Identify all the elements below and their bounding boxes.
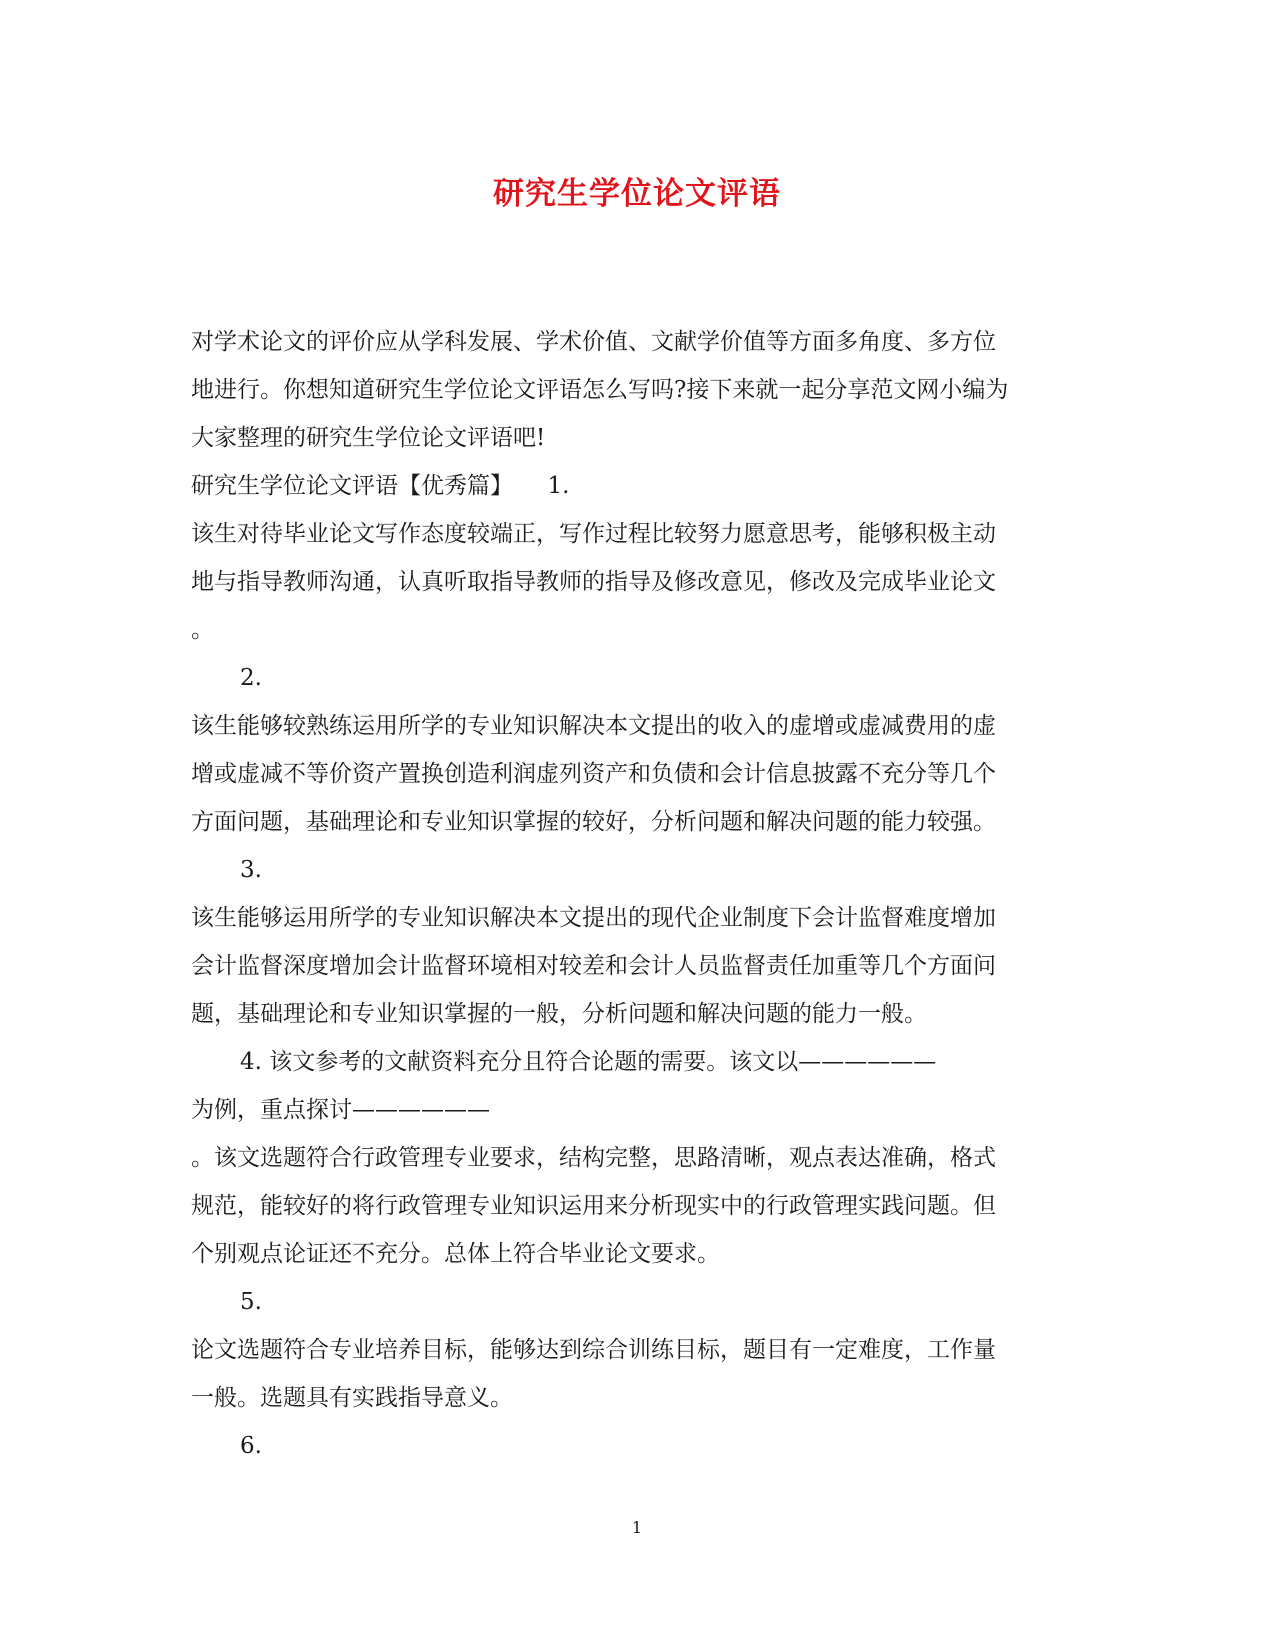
text-line: 增或虚减不等价资产置换创造利润虚列资产和负债和会计信息披露不充分等几个 — [191, 761, 996, 787]
intro-paragraph — [191, 318, 1071, 462]
text-line: 规范，能较好的将行政管理专业知识运用来分析现实中的行政管理实践问题。但 — [191, 1193, 996, 1219]
item-number-5: 5. — [240, 1289, 262, 1315]
item-number-3: 3. — [240, 857, 262, 883]
text-line: 该生能够较熟练运用所学的专业知识解决本文提出的收入的虚增或虚减费用的虚 — [191, 713, 996, 739]
text-line: 。 — [191, 617, 214, 643]
page-number: 1 — [631, 1518, 643, 1537]
text-line: 大家整理的研究生学位论文评语吧! — [191, 425, 546, 451]
text-line: 4. 该文参考的文献资料充分且符合论题的需要。该文以—————— — [240, 1049, 937, 1075]
comment-item-1 — [191, 510, 1071, 654]
document-body — [191, 318, 1071, 1470]
text-line: 会计监督深度增加会计监督环境相对较差和会计人员监督责任加重等几个方面问 — [191, 953, 996, 979]
item-number-6: 6. — [240, 1433, 262, 1459]
text-line: 个别观点论证还不充分。总体上符合毕业论文要求。 — [191, 1241, 720, 1267]
text-line: 对学术论文的评价应从学科发展、学术价值、文献学价值等方面多角度、多方位 — [191, 329, 996, 355]
text-line: 地与指导教师沟通，认真听取指导教师的指导及修改意见，修改及完成毕业论文 — [191, 569, 996, 595]
text-line: 。该文选题符合行政管理专业要求，结构完整，思路清晰，观点表达准确，格式 — [191, 1145, 996, 1171]
text-line: 为例，重点探讨—————— — [191, 1097, 490, 1123]
text-line: 题，基础理论和专业知识掌握的一般，分析问题和解决问题的能力一般。 — [191, 1001, 927, 1027]
document-title: 研究生学位论文评语 — [493, 176, 781, 212]
comment-item-4 — [191, 1038, 1071, 1278]
comment-item-5 — [191, 1326, 1071, 1422]
text-line: 该生对待毕业论文写作态度较端正，写作过程比较努力愿意思考，能够积极主动 — [191, 521, 996, 547]
item-number-2: 2. — [240, 665, 262, 691]
section-heading: 研究生学位论文评语【优秀篇】 1. — [191, 473, 570, 499]
text-line: 论文选题符合专业培养目标，能够达到综合训练目标，题目有一定难度，工作量 — [191, 1337, 996, 1363]
comment-item-3 — [191, 894, 1071, 1038]
text-line: 方面问题，基础理论和专业知识掌握的较好，分析问题和解决问题的能力较强。 — [191, 809, 996, 835]
text-line: 地进行。你想知道研究生学位论文评语怎么写吗?接下来就一起分享范文网小编为 — [191, 377, 1009, 403]
text-line: 该生能够运用所学的专业知识解决本文提出的现代企业制度下会计监督难度增加 — [191, 905, 996, 931]
text-line: 一般。选题具有实践指导意义。 — [191, 1385, 513, 1411]
comment-item-2 — [191, 702, 1071, 846]
